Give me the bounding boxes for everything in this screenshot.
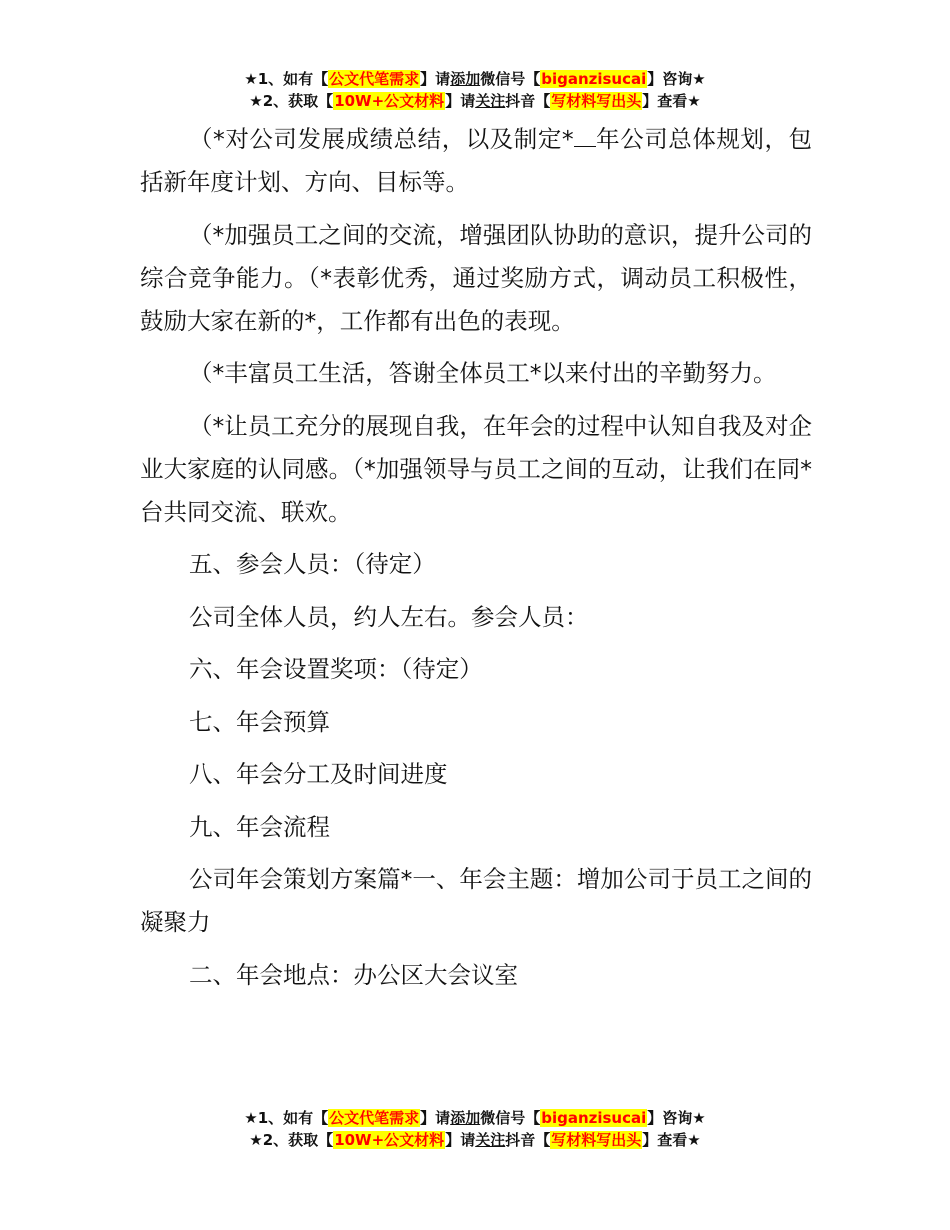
banner-text: 抖音【 — [505, 1131, 551, 1149]
paragraph-text: （*对公司发展成绩总结，以及制定* — [189, 125, 574, 153]
underlined-follow: 关注 — [475, 1131, 506, 1149]
banner-text: 】请 — [445, 1131, 476, 1149]
banner-text: ★1、如有【 — [244, 1109, 329, 1127]
paragraph-theme: 公司年会策划方案篇*一、年会主题：增加公司于员工之间的凝聚力 — [140, 865, 812, 936]
highlight-wechat-id: biganzisucai — [541, 70, 647, 88]
footer-banner — [0, 1107, 950, 1151]
highlight-wechat-id: biganzisucai — [541, 1109, 647, 1127]
highlight-materials: 10W+公文材料 — [334, 1131, 445, 1149]
underlined-add: 添加 — [450, 1109, 481, 1127]
banner-text: 微信号【 — [480, 70, 541, 88]
paragraph-attendees: 公司全体人员，约人左右。参会人员： — [189, 602, 589, 631]
paragraph-1 — [140, 118, 812, 204]
paragraph-text: 年公司总体规划，包括新年度计划、方向、目标等。 — [140, 125, 813, 196]
banner-line-2 — [0, 1129, 950, 1151]
banner-line-1 — [0, 68, 950, 90]
underlined-add: 添加 — [450, 70, 481, 88]
highlight-ghostwriting: 公文代笔需求 — [329, 70, 420, 88]
banner-text: 】请 — [420, 1109, 451, 1127]
banner-text: 】咨询★ — [647, 70, 706, 88]
banner-text: 】查看★ — [642, 92, 701, 110]
paragraph-2: （*加强员工之间的交流，增强团队协助的意识，提升公司的综合竞争能力。（*表彰优秀，通过奖励方式，调动员工积极性，鼓励大家在新的*，工作都有出色的表现。 — [140, 220, 812, 335]
banner-text: 微信号【 — [480, 1109, 541, 1127]
highlight-douyin: 写材料写出头 — [551, 92, 642, 110]
paragraph-4: （*让员工充分的展现自我，在年会的过程中认知自我及对企业大家庭的认同感。（*加强领导与员工之间的互动，让我们在同*台共同交流、联欢。 — [140, 411, 812, 526]
header-banner — [0, 68, 950, 112]
section-heading-attendees: 五、参会人员：（待定） — [189, 550, 436, 578]
banner-text: ★2、获取【 — [249, 92, 334, 110]
banner-text: 】请 — [420, 70, 451, 88]
banner-text: 抖音【 — [505, 92, 551, 110]
paragraph-venue: 二、年会地点：办公区大会议室 — [189, 960, 518, 989]
section-heading-awards: 六、年会设置奖项：（待定） — [189, 655, 483, 683]
underlined-follow: 关注 — [475, 92, 506, 110]
paragraph-3: （*丰富员工生活，答谢全体员工*以来付出的辛勤努力。 — [189, 359, 777, 387]
banner-text: 】请 — [445, 92, 476, 110]
banner-text: 】咨询★ — [647, 1109, 706, 1127]
highlight-materials: 10W+公文材料 — [334, 92, 445, 110]
section-heading-process: 九、年会流程 — [189, 812, 330, 841]
banner-line-1 — [0, 1107, 950, 1129]
section-heading-schedule: 八、年会分工及时间进度 — [189, 760, 448, 788]
fill-in-blank — [574, 126, 596, 147]
banner-text: 】查看★ — [642, 1131, 701, 1149]
banner-text: ★1、如有【 — [244, 70, 329, 88]
highlight-ghostwriting: 公文代笔需求 — [329, 1109, 420, 1127]
highlight-douyin: 写材料写出头 — [551, 1131, 642, 1149]
banner-line-2 — [0, 90, 950, 112]
section-heading-budget: 七、年会预算 — [189, 707, 330, 736]
banner-text: ★2、获取【 — [249, 1131, 334, 1149]
document-body — [140, 118, 812, 1006]
